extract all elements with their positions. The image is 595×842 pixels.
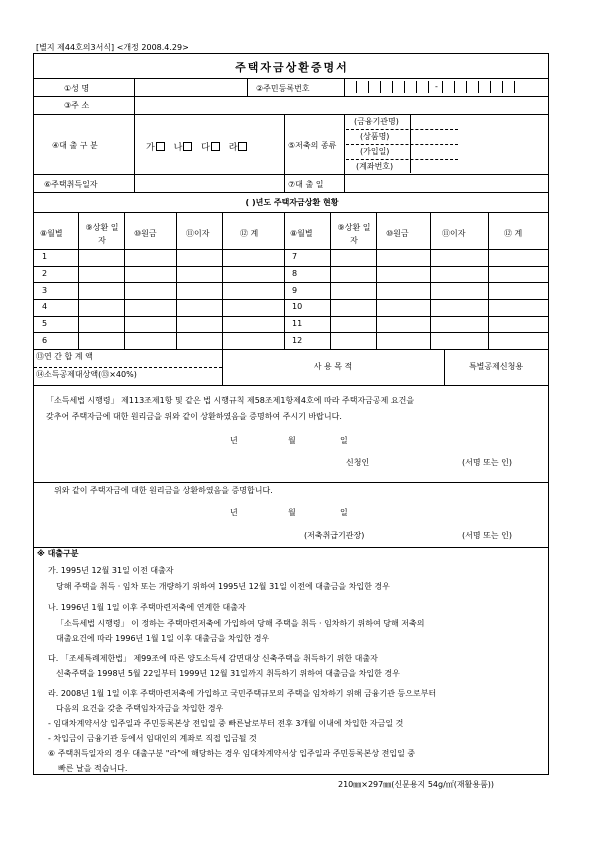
special-deduction-label: 특별공제신청용 [468,362,524,371]
month-value-cell[interactable] [377,283,430,298]
month-value-cell[interactable] [377,300,430,315]
month-value-cell[interactable] [223,317,284,332]
savings-bank-label: (금융기관명) [354,117,399,126]
month-value-cell[interactable] [377,317,430,332]
note-a-title: 가. 1995년 12월 31일 이전 대출자 [48,566,174,575]
loan-date-label: ⑦대 출 일 [288,180,324,189]
month-value-cell[interactable] [125,250,176,265]
form-title: 주택자금상환증명서 [235,61,349,74]
paper-size-note: 210㎜×297㎜(신문용지 54g/㎡(재활용품)) [338,780,495,789]
rrn-label: ②주민등록번호 [256,84,310,93]
month-value-cell[interactable] [431,300,488,315]
month-value-cell[interactable] [431,333,488,348]
applicant-label: 신청인 [346,458,370,467]
savings-type-field[interactable] [412,115,548,173]
issuer-sign: (서명 또는 인) [462,531,512,540]
address-field[interactable] [135,97,548,113]
month-label-left: 3 [42,285,48,295]
month-value-cell[interactable] [331,250,376,265]
address-label: ③주 소 [64,101,90,110]
month-value-cell[interactable] [177,300,222,315]
applicant-field[interactable] [374,454,454,468]
month-label-left: 6 [42,335,48,345]
loan-type-option-d: 라 [228,143,238,153]
month-value-cell[interactable] [177,333,222,348]
month-value-cell[interactable] [331,333,376,348]
month-label-left: 1 [42,252,48,262]
month-value-cell[interactable] [489,300,548,315]
month-value-cell[interactable] [125,300,176,315]
month-value-cell[interactable] [223,250,284,265]
month-value-cell[interactable] [489,333,548,348]
note-b-body-2: 대출요건에 따라 1996년 1월 1일 이후 대출금을 차입한 경우 [56,634,270,643]
rrn-dash: - [435,82,438,91]
loan-type-checkbox-a[interactable] [156,142,165,151]
month-value-cell[interactable] [125,333,176,348]
month-value-cell[interactable] [431,250,488,265]
col-principal-right: ⑩원금 [386,229,409,238]
loan-type-checkbox-b[interactable] [183,142,192,151]
month-label-right: 11 [292,319,303,328]
note-c-title: 다. 「조세특례제한법」 제99조에 따른 양도소득세 감면대상 신축주택을 취득하기 위한 대출자 [48,654,378,663]
status-heading: ( )년도 주택자금상환 현황 [245,198,339,207]
month-value-cell[interactable] [489,267,548,282]
savings-product-label: (상품명) [360,132,390,141]
month-value-cell[interactable] [79,267,124,282]
house-acquisition-date-label: ⑥주택취득일자 [44,180,98,189]
col-month-right: ⑧월별 [290,229,313,238]
note-a-body: 당해 주택을 취득 · 임차 또는 개량하기 위하여 1995년 12월 31일 이전에 대출금을 차입한 경우 [56,582,390,591]
annual-total-label: ⑬연 간 합 계 액 [36,352,93,361]
month-value-cell[interactable] [125,267,176,282]
house-acquisition-date-field[interactable] [135,175,283,191]
rrn-field[interactable] [344,78,549,96]
month-label-right: 10 [292,302,303,312]
month-value-cell[interactable] [223,283,284,298]
request-date-month: 월 [288,436,296,445]
request-date-day: 일 [340,436,348,445]
month-value-cell[interactable] [489,317,548,332]
note-d-title-1: 라. 2008년 1월 1일 이후 주택마련저축에 가입하고 국민주택규모의 주택을 임차하기 위해 금융기관 등으로부터 [48,689,437,698]
note-b-title: 나. 1996년 1월 1일 이후 주택마련저축에 연계한 대출자 [48,603,246,612]
month-value-cell[interactable] [489,283,548,298]
month-value-cell[interactable] [331,300,376,315]
month-label-left: 5 [42,319,48,328]
certify-line: 위와 같이 주택자금에 대한 원리금을 상환하였음을 증명합니다. [54,486,273,495]
certify-date-day: 일 [340,508,348,517]
month-label-left: 4 [42,302,48,312]
month-label-left: 2 [42,269,48,278]
month-value-cell[interactable] [223,300,284,315]
col-date-right: ⑨상환 일자 [337,223,371,245]
savings-account-label: (계좌번호) [356,162,394,171]
month-value-cell[interactable] [177,317,222,332]
month-value-cell[interactable] [331,267,376,282]
col-date-left: ⑨상환 일자 [85,223,119,245]
month-value-cell[interactable] [79,333,124,348]
loan-type-checkbox-d[interactable] [238,142,247,151]
note-d-title-2: 다음의 요건을 갖춘 주택임차자금을 차입한 경우 [56,704,224,713]
certify-date-year: 년 [230,508,238,517]
col-total-left: ⑫ 계 [240,229,259,238]
month-value-cell[interactable] [377,333,430,348]
loan-type-option-b: 나 [173,143,183,153]
note-b-body-1: 「소득세법 시행령」 이 정하는 주택마련저축에 가입하여 당해 주택을 취득 · 임차하기 위하여 당해 저축의 [56,619,425,628]
month-label-right: 12 [292,335,303,345]
month-value-cell[interactable] [431,317,488,332]
month-label-right: 8 [292,269,298,278]
col-principal-left: ⑩원금 [134,229,157,238]
loan-type-label: ④대 출 구 분 [52,141,98,150]
note-f-2: 빠른 날을 적습니다. [58,764,128,773]
loan-type-checkbox-c[interactable] [211,142,220,151]
purpose-label: 사 용 목 적 [313,362,353,371]
month-value-cell[interactable] [79,283,124,298]
month-value-cell[interactable] [79,300,124,315]
certify-date-month: 월 [288,508,296,517]
col-interest-left: ⑪이자 [186,229,210,238]
note-c-body: 신축주택을 1998년 5월 22일부터 1999년 12월 31일까지 취득하기 위하여 대출금을 차입한 경우 [56,669,400,678]
month-value-cell[interactable] [331,283,376,298]
name-label: ①성 명 [64,84,90,93]
savings-join-date-label: (가입일) [360,147,390,156]
request-line-2: 갖추어 주택자금에 대한 원리금을 위와 같이 상환하였음을 증명하여 주시기 바랍니다. [46,412,342,421]
month-label-right: 7 [292,252,298,262]
month-value-cell[interactable] [489,250,548,265]
col-month-left: ⑧월별 [40,229,63,238]
month-value-cell[interactable] [79,317,124,332]
month-value-cell[interactable] [431,267,488,282]
month-value-cell[interactable] [177,267,222,282]
month-value-cell[interactable] [223,267,284,282]
note-f-1: ⑥ 주택취득일자의 경우 대출구분 "라"에 해당하는 경우 임대차계약서상 입주일과 주민등록본상 전입일 중 [48,749,416,758]
notes-header: ※ 대출구분 [37,549,79,558]
month-value-cell[interactable] [223,333,284,348]
month-label-right: 9 [292,285,298,295]
form-reference: [별지 제44호의3서식] <개정 2008.4.29> [36,43,189,52]
month-value-cell[interactable] [125,283,176,298]
month-value-cell[interactable] [431,283,488,298]
request-line-1: 「소득세법 시행령」 제113조제1항 및 같은 법 시행규칙 제58조제1항제4호에 따라 주택자금공제 요건을 [46,396,415,405]
month-value-cell[interactable] [177,283,222,298]
month-value-cell[interactable] [125,317,176,332]
savings-type-label: ⑤저축의 종류 [288,141,337,150]
loan-type-options [146,142,253,153]
month-value-cell[interactable] [377,267,430,282]
issuer-label: (저축취급기관장) [304,531,365,540]
deduction-target-label: ⑭소득공제대상액(⑬×40%) [36,370,137,379]
name-field[interactable] [135,79,246,95]
month-value-cell[interactable] [177,250,222,265]
note-d-item-1: - 임대차계약서상 입주일과 주민등록본상 전입일 중 빠른날로부터 전후 3개월 이내에 차입한 자금일 것 [48,719,404,728]
loan-date-field[interactable] [345,175,548,191]
month-value-cell[interactable] [377,250,430,265]
month-value-cell[interactable] [331,317,376,332]
certificate-form [33,53,549,775]
loan-type-option-a: 가 [146,143,155,153]
loan-type-option-c: 다 [201,143,210,153]
col-total-right: ⑫ 계 [504,229,523,238]
col-interest-right: ⑪이자 [442,229,466,238]
month-value-cell[interactable] [79,250,124,265]
applicant-sign: (서명 또는 인) [462,458,512,467]
request-date-year: 년 [230,436,238,445]
note-d-item-2: - 차입금이 금융기관 등에서 임대인의 계좌로 직접 입금될 것 [48,734,257,743]
